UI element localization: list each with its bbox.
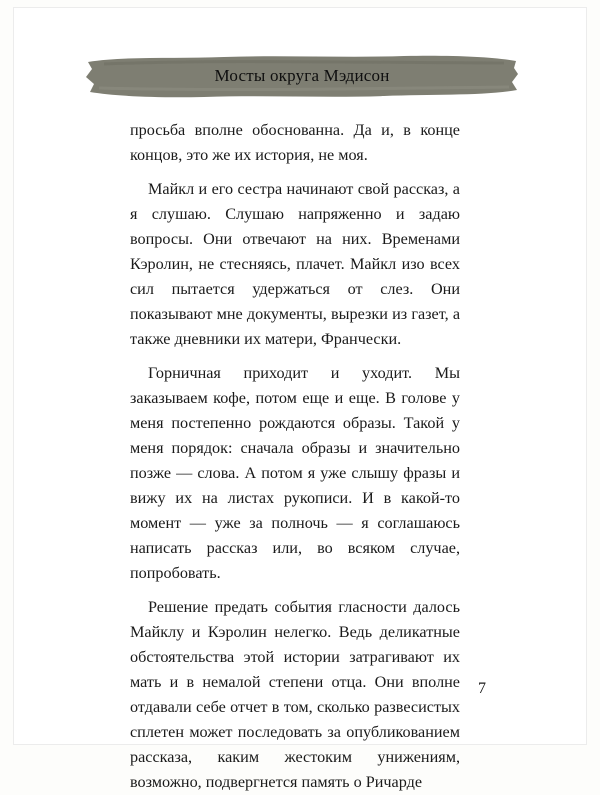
paragraph: просьба вполне обоснованна. Да и, в конце концов, это же их история, не моя. [130,121,460,164]
paragraph: Горничная приходит и уходит. Мы заказываем кофе, потом еще и еще. В голове у меня постепенно рождаются образы. Такой у меня порядок: сначала образы и значительно позже — слова. А потом я уже слышу фразы и вижу их на листах рукописи. И в какой-то момент — уже за полночь — я соглашаюсь написать рассказ или, во всяком случае, попробовать. [130,364,460,582]
paragraph: Решение предать события гласности далось Майклу и Кэролин нелегко. Ведь деликатные обстоятельства этой истории затрагивают их мать и в немалой степени отца. Они вполне отдавали себе отчет в том, сколько развесистых сплетен может последовать за опубликованием рассказа, каким жестоким унижениям, возможно, подвергнется память о Ричарде [130,598,460,791]
page-number: 7 [478,680,486,697]
header-title: Мосты округа Мэдисон [214,66,390,85]
running-header [84,52,520,100]
body-text [130,118,460,795]
paragraph: Майкл и его сестра начинают свой рассказ, а я слушаю. Слушаю напряженно и задаю вопросы. Они отвечают на них. Временами Кэролин, не стесняясь, плачет. Майкл изо всех сил пытается удержаться от слез. Они показывают мне документы, вырезки из газет, а также дневники их матери, Франчески. [130,180,460,348]
